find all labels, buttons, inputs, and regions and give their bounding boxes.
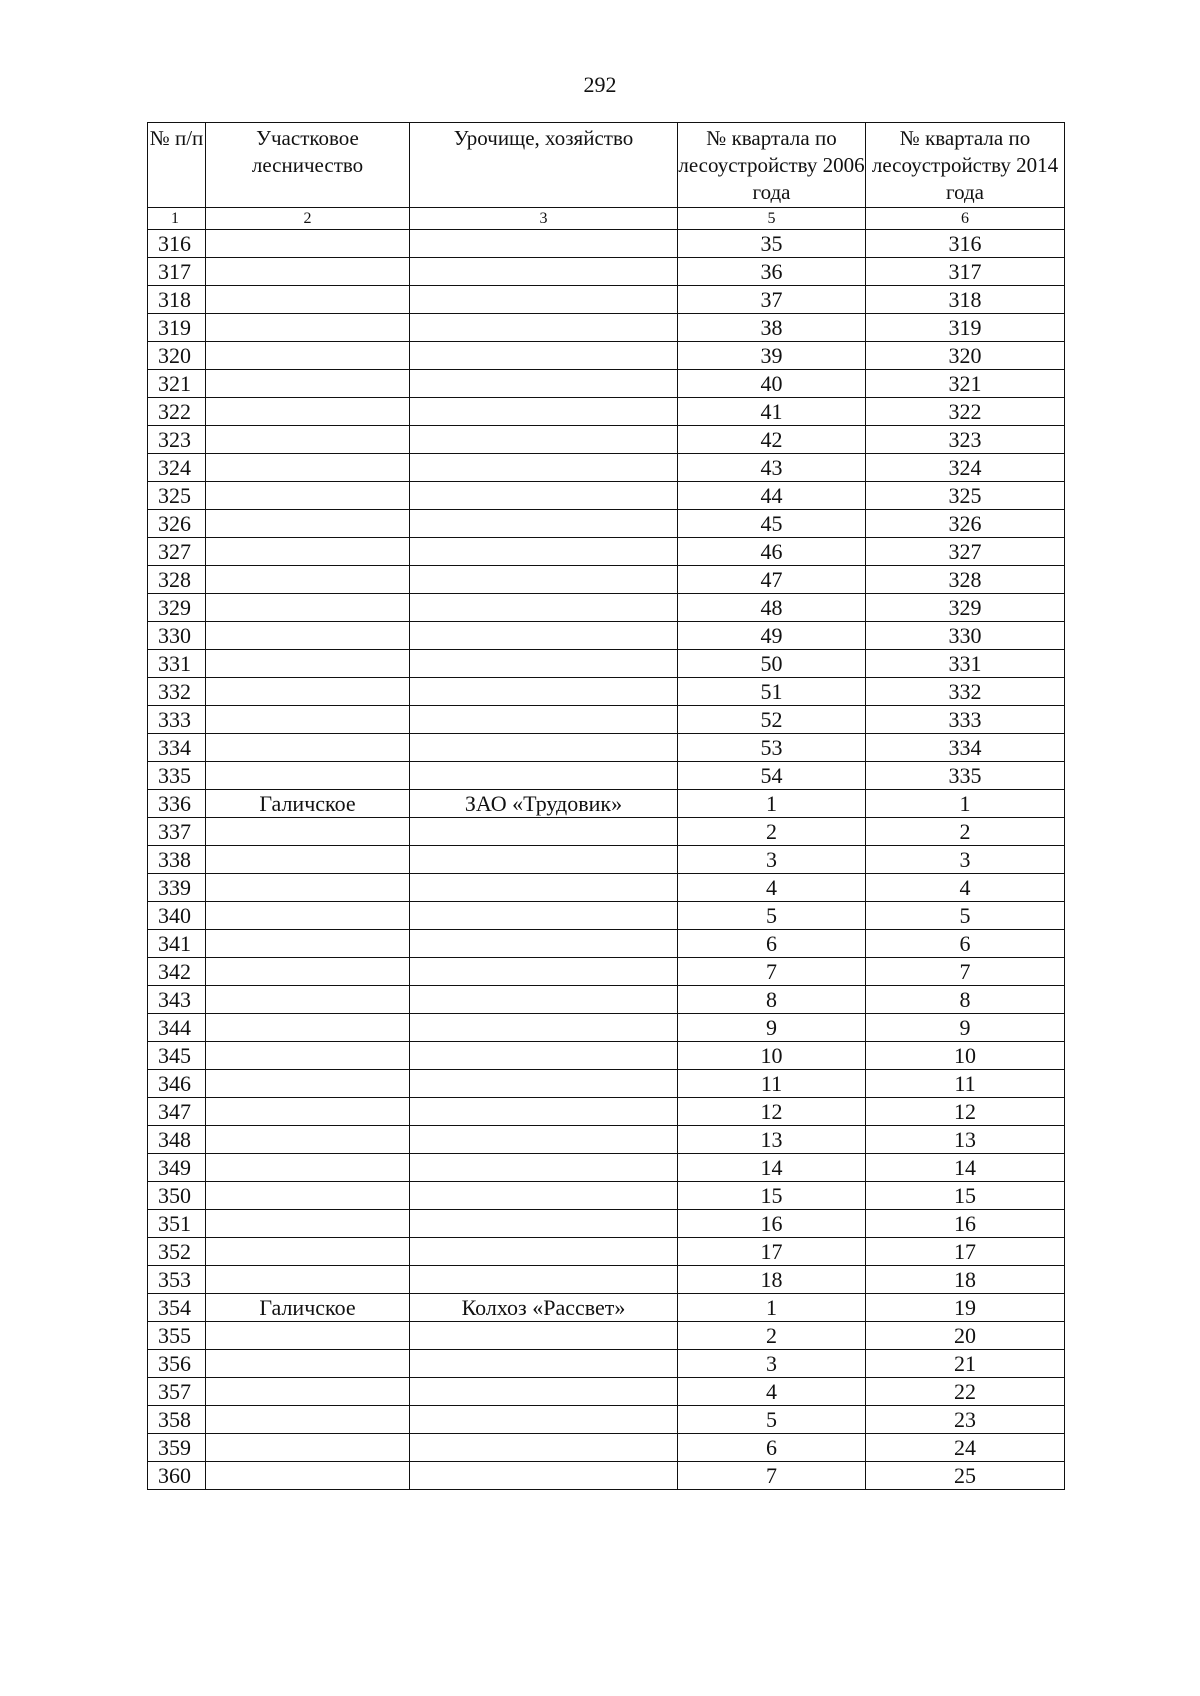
cell-quarter-2014: 316 xyxy=(866,230,1065,258)
cell-forestry xyxy=(206,650,410,678)
column-index: 3 xyxy=(410,208,678,230)
cell-quarter-2006: 16 xyxy=(678,1210,866,1238)
cell-quarter-2014: 22 xyxy=(866,1378,1065,1406)
cell-tract xyxy=(410,930,678,958)
cell-tract xyxy=(410,1406,678,1434)
cell-quarter-2014: 330 xyxy=(866,622,1065,650)
cell-forestry xyxy=(206,874,410,902)
cell-tract xyxy=(410,846,678,874)
cell-tract xyxy=(410,986,678,1014)
cell-quarter-2006: 39 xyxy=(678,342,866,370)
cell-number: 316 xyxy=(148,230,206,258)
cell-quarter-2014: 325 xyxy=(866,482,1065,510)
cell-quarter-2014: 11 xyxy=(866,1070,1065,1098)
cell-forestry xyxy=(206,1462,410,1490)
cell-forestry xyxy=(206,1070,410,1098)
cell-forestry xyxy=(206,566,410,594)
table-row xyxy=(148,538,1065,566)
cell-quarter-2006: 51 xyxy=(678,678,866,706)
cell-quarter-2006: 3 xyxy=(678,846,866,874)
cell-quarter-2006: 36 xyxy=(678,258,866,286)
table-row xyxy=(148,1098,1065,1126)
cell-tract xyxy=(410,1238,678,1266)
cell-tract xyxy=(410,818,678,846)
cell-quarter-2014: 25 xyxy=(866,1462,1065,1490)
cell-quarter-2014: 326 xyxy=(866,510,1065,538)
table-row xyxy=(148,1210,1065,1238)
cell-quarter-2006: 2 xyxy=(678,818,866,846)
cell-forestry xyxy=(206,1154,410,1182)
cell-quarter-2014: 331 xyxy=(866,650,1065,678)
table-row xyxy=(148,1126,1065,1154)
table-row xyxy=(148,958,1065,986)
cell-quarter-2006: 14 xyxy=(678,1154,866,1182)
cell-quarter-2006: 5 xyxy=(678,902,866,930)
cell-forestry xyxy=(206,846,410,874)
cell-quarter-2006: 13 xyxy=(678,1126,866,1154)
cell-forestry xyxy=(206,538,410,566)
cell-forestry xyxy=(206,678,410,706)
cell-forestry xyxy=(206,706,410,734)
cell-number: 331 xyxy=(148,650,206,678)
cell-forestry xyxy=(206,1042,410,1070)
cell-number: 330 xyxy=(148,622,206,650)
table-row xyxy=(148,370,1065,398)
cell-tract xyxy=(410,1014,678,1042)
cell-forestry xyxy=(206,1406,410,1434)
cell-forestry xyxy=(206,986,410,1014)
quarters-table xyxy=(147,122,1065,1490)
cell-quarter-2014: 19 xyxy=(866,1294,1065,1322)
table-row xyxy=(148,762,1065,790)
table-row xyxy=(148,846,1065,874)
cell-quarter-2014: 24 xyxy=(866,1434,1065,1462)
cell-forestry xyxy=(206,762,410,790)
cell-quarter-2014: 21 xyxy=(866,1350,1065,1378)
table-row xyxy=(148,1406,1065,1434)
cell-quarter-2006: 10 xyxy=(678,1042,866,1070)
cell-quarter-2014: 3 xyxy=(866,846,1065,874)
cell-tract: Колхоз «Рассвет» xyxy=(410,1294,678,1322)
cell-quarter-2006: 48 xyxy=(678,594,866,622)
cell-forestry xyxy=(206,454,410,482)
cell-number: 358 xyxy=(148,1406,206,1434)
cell-tract xyxy=(410,286,678,314)
cell-quarter-2014: 1 xyxy=(866,790,1065,818)
cell-forestry xyxy=(206,286,410,314)
column-index: 2 xyxy=(206,208,410,230)
cell-number: 327 xyxy=(148,538,206,566)
cell-quarter-2006: 7 xyxy=(678,958,866,986)
header-quarter-2006: № квартала по лесоустройству 2006 года xyxy=(678,123,866,208)
cell-quarter-2006: 1 xyxy=(678,1294,866,1322)
cell-quarter-2014: 332 xyxy=(866,678,1065,706)
cell-forestry xyxy=(206,342,410,370)
cell-quarter-2014: 13 xyxy=(866,1126,1065,1154)
table-row xyxy=(148,286,1065,314)
cell-quarter-2006: 43 xyxy=(678,454,866,482)
cell-number: 320 xyxy=(148,342,206,370)
cell-quarter-2014: 334 xyxy=(866,734,1065,762)
cell-tract xyxy=(410,1434,678,1462)
cell-tract xyxy=(410,426,678,454)
cell-tract xyxy=(410,650,678,678)
cell-number: 350 xyxy=(148,1182,206,1210)
table-row xyxy=(148,650,1065,678)
cell-number: 328 xyxy=(148,566,206,594)
cell-quarter-2006: 38 xyxy=(678,314,866,342)
cell-tract xyxy=(410,398,678,426)
cell-tract xyxy=(410,958,678,986)
cell-forestry xyxy=(206,370,410,398)
cell-tract xyxy=(410,1042,678,1070)
cell-number: 319 xyxy=(148,314,206,342)
cell-quarter-2014: 333 xyxy=(866,706,1065,734)
cell-quarter-2006: 49 xyxy=(678,622,866,650)
cell-tract xyxy=(410,1126,678,1154)
cell-number: 321 xyxy=(148,370,206,398)
column-index-row xyxy=(148,208,1065,230)
cell-number: 347 xyxy=(148,1098,206,1126)
cell-quarter-2006: 44 xyxy=(678,482,866,510)
cell-tract xyxy=(410,1210,678,1238)
table-row xyxy=(148,818,1065,846)
cell-number: 322 xyxy=(148,398,206,426)
cell-number: 357 xyxy=(148,1378,206,1406)
cell-quarter-2014: 322 xyxy=(866,398,1065,426)
cell-quarter-2014: 20 xyxy=(866,1322,1065,1350)
cell-forestry xyxy=(206,622,410,650)
cell-quarter-2014: 321 xyxy=(866,370,1065,398)
cell-number: 318 xyxy=(148,286,206,314)
cell-quarter-2014: 14 xyxy=(866,1154,1065,1182)
column-index: 1 xyxy=(148,208,206,230)
cell-tract xyxy=(410,370,678,398)
cell-quarter-2014: 320 xyxy=(866,342,1065,370)
cell-quarter-2006: 42 xyxy=(678,426,866,454)
cell-quarter-2006: 4 xyxy=(678,874,866,902)
table-row xyxy=(148,258,1065,286)
cell-quarter-2006: 11 xyxy=(678,1070,866,1098)
cell-forestry xyxy=(206,1126,410,1154)
table-row xyxy=(148,1322,1065,1350)
cell-quarter-2014: 2 xyxy=(866,818,1065,846)
column-index: 5 xyxy=(678,208,866,230)
cell-quarter-2006: 53 xyxy=(678,734,866,762)
cell-forestry xyxy=(206,930,410,958)
cell-number: 346 xyxy=(148,1070,206,1098)
cell-tract xyxy=(410,1462,678,1490)
cell-tract xyxy=(410,566,678,594)
cell-forestry: Галичское xyxy=(206,790,410,818)
cell-number: 335 xyxy=(148,762,206,790)
cell-quarter-2006: 8 xyxy=(678,986,866,1014)
table-row xyxy=(148,790,1065,818)
header-number: № п/п xyxy=(148,123,206,208)
table-row xyxy=(148,426,1065,454)
table-row xyxy=(148,1154,1065,1182)
table-row xyxy=(148,1014,1065,1042)
cell-quarter-2006: 46 xyxy=(678,538,866,566)
column-index: 6 xyxy=(866,208,1065,230)
cell-quarter-2014: 8 xyxy=(866,986,1065,1014)
cell-quarter-2006: 9 xyxy=(678,1014,866,1042)
page-number: 292 xyxy=(583,72,617,97)
cell-quarter-2006: 47 xyxy=(678,566,866,594)
cell-tract xyxy=(410,678,678,706)
cell-tract xyxy=(410,1266,678,1294)
cell-quarter-2006: 18 xyxy=(678,1266,866,1294)
cell-number: 354 xyxy=(148,1294,206,1322)
cell-tract xyxy=(410,706,678,734)
table-row xyxy=(148,1182,1065,1210)
cell-tract xyxy=(410,510,678,538)
cell-quarter-2014: 16 xyxy=(866,1210,1065,1238)
cell-quarter-2014: 324 xyxy=(866,454,1065,482)
cell-number: 353 xyxy=(148,1266,206,1294)
cell-quarter-2006: 5 xyxy=(678,1406,866,1434)
cell-number: 355 xyxy=(148,1322,206,1350)
cell-quarter-2014: 328 xyxy=(866,566,1065,594)
table-row xyxy=(148,1070,1065,1098)
table-row xyxy=(148,1350,1065,1378)
table-row xyxy=(148,930,1065,958)
cell-tract xyxy=(410,1350,678,1378)
table-row xyxy=(148,706,1065,734)
table-row xyxy=(148,398,1065,426)
cell-quarter-2014: 319 xyxy=(866,314,1065,342)
cell-forestry xyxy=(206,818,410,846)
table-row xyxy=(148,734,1065,762)
cell-tract xyxy=(410,1154,678,1182)
cell-quarter-2006: 52 xyxy=(678,706,866,734)
header-forestry: Участковое лесничество xyxy=(206,123,410,208)
cell-tract: ЗАО «Трудовик» xyxy=(410,790,678,818)
cell-tract xyxy=(410,258,678,286)
table-body xyxy=(148,230,1065,1490)
cell-tract xyxy=(410,482,678,510)
cell-tract xyxy=(410,314,678,342)
cell-quarter-2006: 45 xyxy=(678,510,866,538)
cell-forestry xyxy=(206,1378,410,1406)
cell-quarter-2006: 1 xyxy=(678,790,866,818)
cell-tract xyxy=(410,874,678,902)
table-row xyxy=(148,622,1065,650)
cell-quarter-2014: 10 xyxy=(866,1042,1065,1070)
cell-number: 332 xyxy=(148,678,206,706)
cell-forestry xyxy=(206,594,410,622)
table-row xyxy=(148,1238,1065,1266)
cell-quarter-2014: 323 xyxy=(866,426,1065,454)
cell-number: 349 xyxy=(148,1154,206,1182)
cell-number: 351 xyxy=(148,1210,206,1238)
cell-quarter-2006: 15 xyxy=(678,1182,866,1210)
cell-tract xyxy=(410,1322,678,1350)
cell-forestry xyxy=(206,1266,410,1294)
table-row xyxy=(148,342,1065,370)
cell-quarter-2014: 4 xyxy=(866,874,1065,902)
cell-number: 338 xyxy=(148,846,206,874)
cell-number: 326 xyxy=(148,510,206,538)
cell-forestry xyxy=(206,1238,410,1266)
cell-quarter-2006: 50 xyxy=(678,650,866,678)
cell-quarter-2014: 327 xyxy=(866,538,1065,566)
cell-tract xyxy=(410,1378,678,1406)
cell-quarter-2014: 318 xyxy=(866,286,1065,314)
table-row xyxy=(148,678,1065,706)
table-row xyxy=(148,314,1065,342)
cell-number: 345 xyxy=(148,1042,206,1070)
cell-tract xyxy=(410,734,678,762)
table-row xyxy=(148,902,1065,930)
table-row xyxy=(148,1434,1065,1462)
cell-number: 340 xyxy=(148,902,206,930)
table-row xyxy=(148,566,1065,594)
cell-number: 356 xyxy=(148,1350,206,1378)
cell-forestry: Галичское xyxy=(206,1294,410,1322)
cell-tract xyxy=(410,342,678,370)
cell-quarter-2006: 12 xyxy=(678,1098,866,1126)
cell-forestry xyxy=(206,1350,410,1378)
cell-forestry xyxy=(206,1322,410,1350)
table-row xyxy=(148,594,1065,622)
table-row xyxy=(148,454,1065,482)
cell-quarter-2006: 54 xyxy=(678,762,866,790)
cell-quarter-2006: 40 xyxy=(678,370,866,398)
cell-number: 339 xyxy=(148,874,206,902)
cell-forestry xyxy=(206,482,410,510)
cell-forestry xyxy=(206,734,410,762)
cell-forestry xyxy=(206,426,410,454)
cell-quarter-2014: 15 xyxy=(866,1182,1065,1210)
cell-quarter-2014: 23 xyxy=(866,1406,1065,1434)
cell-quarter-2014: 7 xyxy=(866,958,1065,986)
cell-quarter-2006: 2 xyxy=(678,1322,866,1350)
cell-number: 360 xyxy=(148,1462,206,1490)
table-header-row xyxy=(148,123,1065,208)
cell-number: 359 xyxy=(148,1434,206,1462)
cell-tract xyxy=(410,622,678,650)
table-row xyxy=(148,482,1065,510)
table-row xyxy=(148,510,1065,538)
cell-number: 333 xyxy=(148,706,206,734)
cell-quarter-2014: 335 xyxy=(866,762,1065,790)
cell-forestry xyxy=(206,1014,410,1042)
cell-number: 352 xyxy=(148,1238,206,1266)
cell-forestry xyxy=(206,1098,410,1126)
cell-number: 334 xyxy=(148,734,206,762)
cell-tract xyxy=(410,230,678,258)
cell-quarter-2006: 7 xyxy=(678,1462,866,1490)
cell-forestry xyxy=(206,1210,410,1238)
table-row xyxy=(148,986,1065,1014)
cell-quarter-2006: 35 xyxy=(678,230,866,258)
cell-number: 341 xyxy=(148,930,206,958)
header-tract: Урочище, хозяйство xyxy=(410,123,678,208)
cell-quarter-2006: 6 xyxy=(678,1434,866,1462)
cell-forestry xyxy=(206,958,410,986)
cell-quarter-2006: 17 xyxy=(678,1238,866,1266)
cell-number: 342 xyxy=(148,958,206,986)
cell-forestry xyxy=(206,510,410,538)
cell-number: 325 xyxy=(148,482,206,510)
cell-number: 317 xyxy=(148,258,206,286)
cell-forestry xyxy=(206,258,410,286)
cell-tract xyxy=(410,902,678,930)
table-row xyxy=(148,1294,1065,1322)
cell-forestry xyxy=(206,1434,410,1462)
cell-forestry xyxy=(206,902,410,930)
cell-number: 344 xyxy=(148,1014,206,1042)
cell-forestry xyxy=(206,314,410,342)
cell-tract xyxy=(410,454,678,482)
cell-quarter-2014: 18 xyxy=(866,1266,1065,1294)
cell-tract xyxy=(410,1182,678,1210)
cell-number: 329 xyxy=(148,594,206,622)
cell-quarter-2006: 3 xyxy=(678,1350,866,1378)
cell-quarter-2014: 17 xyxy=(866,1238,1065,1266)
cell-quarter-2014: 329 xyxy=(866,594,1065,622)
table-row xyxy=(148,1266,1065,1294)
cell-quarter-2006: 4 xyxy=(678,1378,866,1406)
cell-tract xyxy=(410,762,678,790)
cell-quarter-2014: 5 xyxy=(866,902,1065,930)
cell-tract xyxy=(410,538,678,566)
cell-quarter-2014: 9 xyxy=(866,1014,1065,1042)
cell-number: 324 xyxy=(148,454,206,482)
cell-forestry xyxy=(206,230,410,258)
cell-quarter-2006: 41 xyxy=(678,398,866,426)
cell-quarter-2014: 317 xyxy=(866,258,1065,286)
cell-quarter-2014: 6 xyxy=(866,930,1065,958)
cell-number: 337 xyxy=(148,818,206,846)
cell-number: 348 xyxy=(148,1126,206,1154)
cell-forestry xyxy=(206,398,410,426)
cell-number: 323 xyxy=(148,426,206,454)
cell-quarter-2014: 12 xyxy=(866,1098,1065,1126)
cell-number: 343 xyxy=(148,986,206,1014)
header-quarter-2014: № квартала по лесоустройству 2014 года xyxy=(866,123,1065,208)
table-row xyxy=(148,874,1065,902)
cell-quarter-2006: 6 xyxy=(678,930,866,958)
table-row xyxy=(148,1042,1065,1070)
cell-forestry xyxy=(206,1182,410,1210)
cell-tract xyxy=(410,1098,678,1126)
cell-tract xyxy=(410,1070,678,1098)
cell-number: 336 xyxy=(148,790,206,818)
table-row xyxy=(148,1462,1065,1490)
cell-tract xyxy=(410,594,678,622)
cell-quarter-2006: 37 xyxy=(678,286,866,314)
table-row xyxy=(148,1378,1065,1406)
table-row xyxy=(148,230,1065,258)
